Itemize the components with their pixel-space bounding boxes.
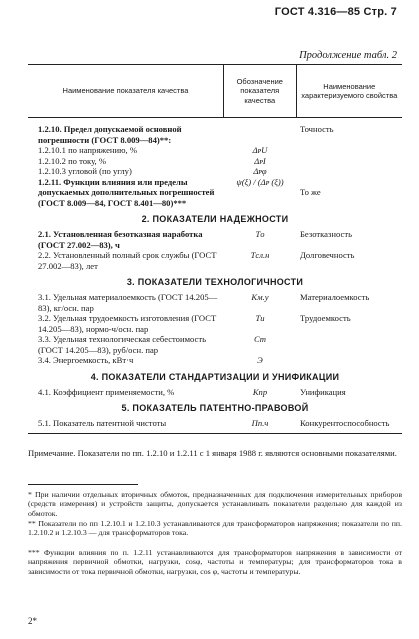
row-property: Долговечность bbox=[300, 250, 355, 260]
row-property: Конкурентоспособность bbox=[300, 418, 390, 428]
table-header bbox=[28, 64, 402, 118]
table-row bbox=[28, 124, 402, 145]
section-heading-patent: 5. ПОКАЗАТЕЛЬ ПАТЕНТНО-ПРАВОВОЙ bbox=[121, 403, 309, 413]
row-name: 3.1. Удельная материалоемкость (ГОСТ 14.205—83), кг/осн. пар bbox=[38, 292, 218, 313]
row-name: 1.2.10. Предел допускаемой основной погрешности (ГОСТ 8.009—84)**: bbox=[38, 124, 182, 145]
row-symbol: ΔᴘI bbox=[254, 155, 266, 166]
row-property: Унификация bbox=[300, 386, 346, 397]
table-row bbox=[28, 292, 402, 313]
row-symbol: Tи bbox=[255, 313, 265, 323]
quality-table bbox=[28, 64, 402, 434]
table-note: Примечание. Показатели по пп. 1.2.10 и 1.2.11 с 1 января 1988 г. являются основными показателями. bbox=[28, 448, 397, 458]
table-row bbox=[28, 177, 402, 209]
row-symbol: Kпр bbox=[252, 386, 268, 397]
row-property: То же bbox=[300, 186, 321, 197]
row-symbol: Tо bbox=[255, 229, 265, 239]
row-property bbox=[296, 156, 402, 167]
footnote-1: * При наличии отдельных вторичных обмоток, предназначенных для подключения измерительных приборов (средств измерения) и устройств защиты, допускается устанавливать показатели раздельно для каждой из обмоток. bbox=[28, 490, 402, 518]
row-symbol: Tсл.н bbox=[250, 250, 270, 260]
table-row bbox=[28, 166, 402, 177]
table-continuation-label: Продолжение табл. 2 bbox=[299, 50, 397, 61]
row-name: 3.4. Энергоемкость, кВт·ч bbox=[38, 355, 134, 365]
row-property: Материалоемкость bbox=[300, 292, 370, 302]
row-name: 5.1. Показатель патентной чистоты bbox=[38, 418, 167, 428]
page-header: ГОСТ 4.316—85 Стр. 7 bbox=[274, 6, 397, 18]
footnote-2: ** Показатели по пп 1.2.10.1 и 1.2.10.3 устанавливаются для трансформаторов напряжения; показатели по пп. 1.2.10.2 и 1.2.10.3 — для трансформаторов тока. bbox=[28, 519, 402, 538]
row-symbol bbox=[224, 124, 296, 145]
footnote-divider bbox=[28, 484, 138, 485]
row-symbol: Kм.у bbox=[251, 292, 269, 302]
section-heading-technology: 3. ПОКАЗАТЕЛИ ТЕХНОЛОГИЧНОСТИ bbox=[126, 277, 304, 287]
footnote-3: *** Функции влияния по п. 1.2.11 устанавливаются для трансформаторов напряжения в зависимости от напряжения первичной обмотки, нагрузки, cosφ, частоты и температуры; для трансформаторов тока в зависимости от тока первичной обмотки, нагрузки, cos φ, частоты и температуры. bbox=[28, 548, 402, 576]
row-name: 1.2.10.1 по напряжению, % bbox=[38, 145, 137, 155]
table-row bbox=[28, 418, 402, 434]
row-property bbox=[296, 145, 402, 156]
row-name: 3.2. Удельная трудоемкость изготовления (ГОСТ 14.205—83), нормо-ч/осн. пар bbox=[38, 313, 217, 334]
table-row bbox=[28, 355, 402, 366]
table-row bbox=[28, 313, 402, 334]
header-property-name: Наименование характеризуемого свойства bbox=[301, 81, 398, 100]
section-heading-reliability: 2. ПОКАЗАТЕЛИ НАДЕЖНОСТИ bbox=[141, 214, 289, 224]
row-name: 3.3. Удельная технологическая себестоимость (ГОСТ 14.205—83), руб/осн. пар bbox=[38, 334, 207, 355]
row-name: 1.2.11. Функции влияния или пределы допускаемых дополнительных погрешностей (ГОСТ 8.009—84, ГОСТ 8.401—80)*** bbox=[38, 176, 215, 208]
table-row bbox=[28, 250, 402, 271]
row-property: Трудоемкость bbox=[300, 313, 351, 323]
header-indicator-symbol: Обозначение показателя качества bbox=[223, 65, 297, 117]
row-symbol: Δᴘφ bbox=[253, 166, 267, 176]
row-symbol: ΔᴘU bbox=[252, 145, 268, 155]
table-row bbox=[28, 334, 402, 355]
table-row bbox=[28, 387, 402, 398]
row-name: 4.1. Коэффициент применяемости, % bbox=[38, 386, 175, 397]
row-symbol: Пп.ч bbox=[251, 418, 269, 428]
row-property: Безотказность bbox=[300, 229, 352, 239]
row-symbol: Э bbox=[257, 355, 263, 365]
row-name: 1.2.10.3 угловой (по углу) bbox=[38, 166, 132, 176]
section-heading-standardization: 4. ПОКАЗАТЕЛИ СТАНДАРТИЗАЦИИ И УНИФИКАЦИИ bbox=[90, 371, 340, 382]
page-number: 2* bbox=[28, 616, 37, 626]
table-row bbox=[28, 145, 402, 156]
row-name: 2.2. Установленный полный срок службы (ГОСТ 27.002—83), лет bbox=[38, 250, 217, 271]
row-property: Точность bbox=[300, 124, 334, 134]
table-row bbox=[28, 229, 402, 250]
row-name: 2.1. Установленная безотказная наработка (ГОСТ 27.002—83), ч bbox=[38, 229, 203, 250]
row-property bbox=[296, 334, 402, 355]
row-symbol: Cт bbox=[254, 334, 266, 344]
row-symbol: ψ(ξ) / (Δᴘ (ξ)) bbox=[236, 176, 284, 187]
row-property bbox=[296, 166, 402, 177]
header-indicator-name: Наименование показателя качества bbox=[62, 86, 189, 96]
row-property bbox=[296, 355, 402, 366]
row-name: 1.2.10.2 по току, % bbox=[38, 155, 107, 166]
table-row bbox=[28, 156, 402, 167]
